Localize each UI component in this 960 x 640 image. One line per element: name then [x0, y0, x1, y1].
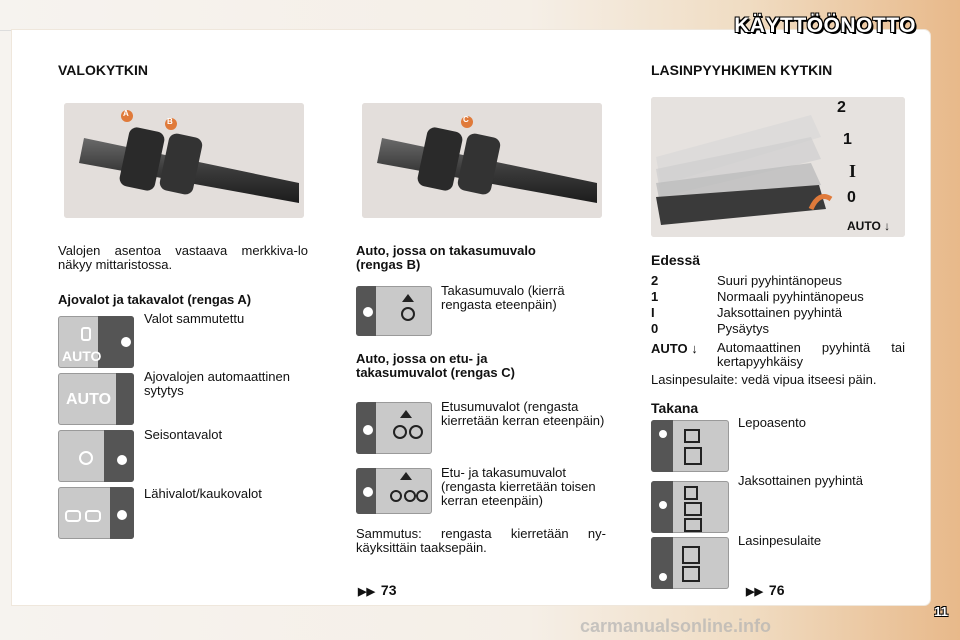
rear-item-2: Jaksottainen pyyhintä	[738, 473, 864, 488]
position-0-label: 0	[847, 189, 856, 206]
watermark: carmanualsonline.info	[580, 616, 772, 636]
down-arrow-icon: ↓	[691, 341, 698, 356]
light-switch-title: VALOKYTKIN	[58, 62, 148, 78]
indicator-intro: Valojen asentoa vastaava merkkiva-lo näkyy mittaristossa.	[58, 243, 308, 272]
rear-item-1: Lepoasento	[738, 415, 806, 430]
ring-a-marker: A	[123, 109, 129, 118]
auto-lights-thumb	[58, 373, 134, 425]
header-rule	[0, 30, 12, 31]
page-number: 11	[934, 604, 948, 619]
front-row: AUTO ↓ Automaattinen pyyhintä tai kertapyyhkäisy	[651, 340, 905, 369]
front-rear-fog-heading: Auto, jossa on etu- ja takasumuvalot (rengas C)	[356, 351, 515, 380]
ring-a-item-3: Seisontavalot	[144, 427, 223, 442]
ring-a-item-4: Lähivalot/kaukovalot	[144, 486, 262, 501]
ring-a-item-2: Ajovalojen automaattinen sytytys	[144, 369, 290, 398]
front-row: 0 Pysäytys	[651, 321, 770, 336]
both-fog-thumb	[356, 468, 432, 514]
ring-a-item-1: Valot sammutettu	[144, 311, 245, 326]
rear-fog-item: Takasumuvalo (kierrä rengasta eteenpäin)	[441, 283, 565, 312]
wiper-switch-title: LASINPYYHKIMEN KYTKIN	[651, 62, 833, 78]
low-high-beam-thumb	[58, 487, 134, 539]
double-arrow-icon: ▶▶	[358, 586, 375, 598]
front-row: I Jaksottainen pyyhintä	[651, 305, 843, 320]
parking-lights-thumb	[58, 430, 134, 482]
rear-item-3: Lasinpesulaite	[738, 533, 822, 548]
ring-b-marker: B	[167, 117, 173, 126]
light-stalk-photo-c	[362, 103, 602, 218]
auto-label: AUTO	[62, 348, 102, 364]
rear-rest-thumb	[651, 420, 729, 472]
position-auto-label: AUTO ↓	[847, 219, 891, 233]
wiper-stalk-photo	[651, 97, 905, 237]
chapter-title: KÄYTTÖÖNOTTO	[734, 14, 916, 37]
page-ref-73[interactable]	[358, 582, 397, 598]
rear-washer-thumb	[651, 537, 729, 589]
position-1-label: 1	[843, 131, 852, 148]
front-fog-item: Etusumuvalot (rengasta kierretään kerran eteenpäin)	[441, 399, 605, 428]
position-i-label: I	[849, 161, 857, 181]
double-arrow-icon: ▶▶	[746, 586, 763, 598]
front-heading: Edessä	[651, 252, 701, 268]
page-ref-76[interactable]	[746, 582, 785, 598]
front-fog-thumb	[356, 402, 432, 454]
front-row: 2 Suuri pyyhintänopeus	[651, 273, 843, 288]
both-fog-item: Etu- ja takasumuvalot (rengasta kierretään toisen kerran eteenpäin)	[441, 465, 596, 508]
lights-off-thumb	[58, 316, 134, 368]
rear-intermittent-thumb	[651, 481, 729, 533]
ring-a-heading: Ajovalot ja takavalot (rengas A)	[58, 292, 252, 307]
light-stalk-photo-ab	[64, 103, 304, 218]
page-ref-73-number: 73	[380, 582, 397, 598]
rear-fog-heading: Auto, jossa on takasumuvalo (rengas B)	[356, 243, 536, 272]
position-2-label: 2	[837, 99, 846, 116]
auto-label: AUTO	[66, 391, 112, 408]
front-row: 1 Normaali pyyhintänopeus	[651, 289, 864, 304]
page-ref-76-number: 76	[768, 582, 785, 598]
rear-fog-thumb	[356, 286, 432, 336]
ring-c-marker: C	[463, 115, 469, 124]
fog-shutdown-note: Sammutus: rengasta kierretään ny-käyksittäin taaksepäin.	[356, 526, 606, 555]
washer-note: Lasinpesulaite: vedä vipua itseesi päin.	[651, 372, 877, 387]
rear-heading: Takana	[651, 400, 699, 416]
